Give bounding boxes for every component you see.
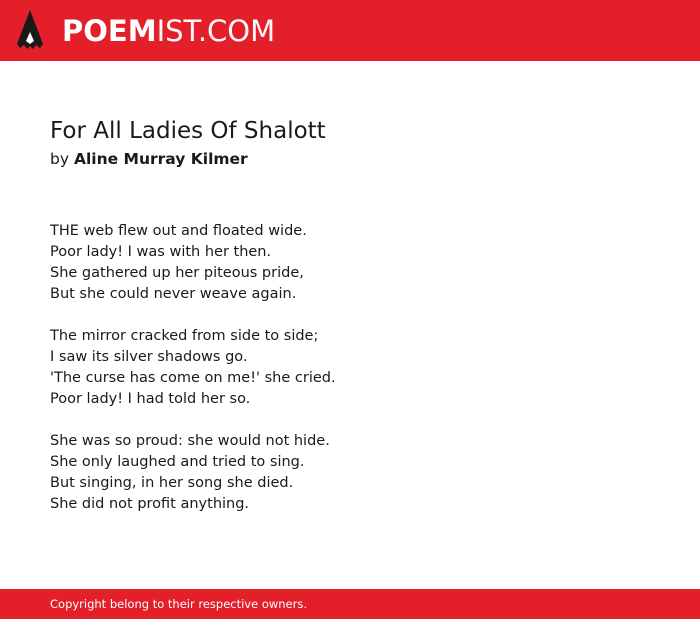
copyright-text: Copyright belong to their respective owners.: [50, 597, 308, 611]
site-logo[interactable]: [62, 13, 275, 49]
poem-line: THE web flew out and floated wide.: [50, 223, 307, 239]
site-header: [0, 0, 700, 61]
poem-content: [50, 116, 650, 536]
logo-bold-text: POEM: [62, 14, 157, 48]
poem-line: Poor lady! I was with her then.: [50, 244, 272, 260]
poem-line: I saw its silver shadows go.: [50, 349, 248, 365]
poem-line: She did not profit anything.: [50, 496, 250, 512]
author-name: Aline Murray Kilmer: [73, 150, 248, 168]
poem-title: For All Ladies Of Shalott: [50, 118, 326, 144]
stanza: [50, 431, 650, 515]
poem-body: [50, 221, 650, 515]
site-footer: [0, 589, 700, 619]
poem-line: But she could never weave again.: [50, 286, 297, 302]
poem-line: But singing, in her song she died.: [50, 475, 294, 491]
logo-light-text: IST.COM: [156, 14, 276, 48]
poem-line: She gathered up her piteous pride,: [50, 265, 304, 281]
stanza: [50, 326, 650, 410]
poem-line: The mirror cracked from side to side;: [50, 328, 319, 344]
byline: [50, 147, 650, 171]
by-label: by: [50, 150, 70, 168]
poem-line: She only laughed and tried to sing.: [50, 454, 305, 470]
stanza: [50, 221, 650, 305]
poem-line: She was so proud: she would not hide.: [50, 433, 330, 449]
poem-line: 'The curse has come on me!' she cried.: [50, 370, 336, 386]
pencil-tip-icon[interactable]: [16, 10, 44, 52]
poem-line: Poor lady! I had told her so.: [50, 391, 251, 407]
